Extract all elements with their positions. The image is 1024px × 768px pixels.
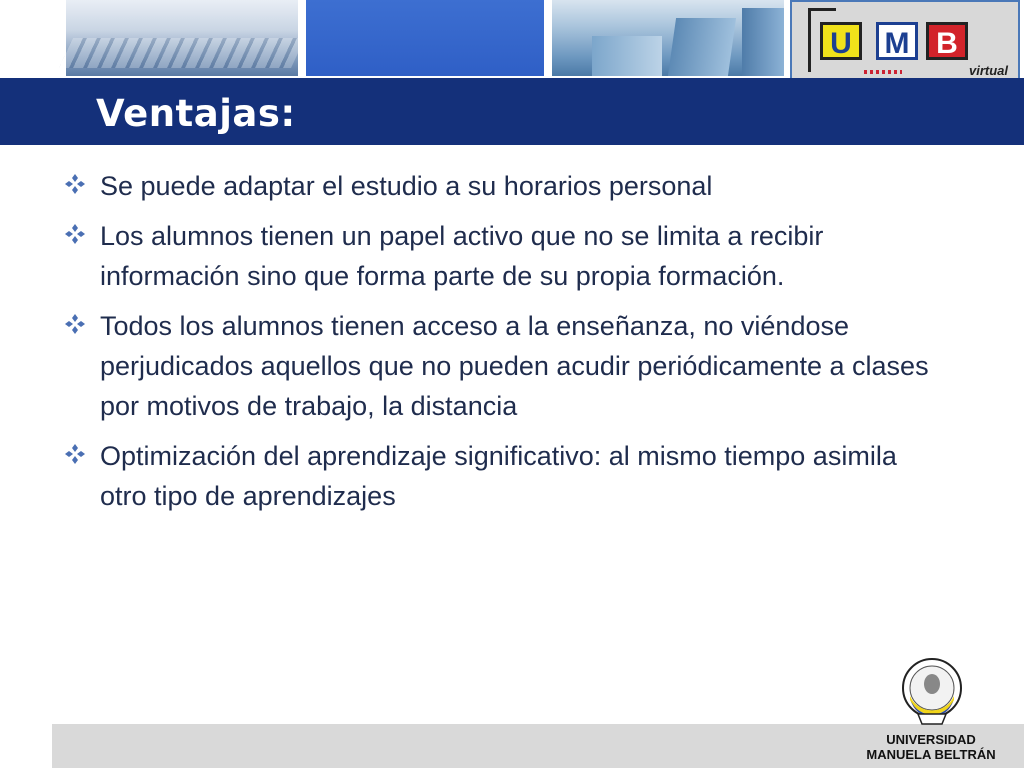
logo-dots [864,70,902,74]
diamond-bullet-icon [64,173,86,195]
footer-strip [0,724,52,768]
diamond-bullet-icon [64,443,86,465]
keyboard-keys-image [59,38,305,68]
bullet-text: Optimización del aprendizaje significativo: al mismo tiempo asimila otro tipo de aprendizajes [100,441,897,511]
list-item [60,216,940,296]
buildings-photo [552,0,784,76]
bullet-text: Todos los alumnos tienen acceso a la enseñanza, no viéndose perjudicados aquellos que no pueden acudir periódicamente a clases por motivos de trabajo, la distancia [100,311,929,421]
list-item [60,436,940,516]
diamond-bullet-icon [64,223,86,245]
logo-subtitle: virtual [968,63,1008,78]
logo-letter-m: M [876,22,918,60]
logo-letter-b: B [926,22,968,60]
university-name-line1: UNIVERSIDAD [886,732,976,747]
bullet-list [60,166,940,526]
logo-letter-u: U [820,22,862,60]
page-title: Ventajas: [96,92,296,135]
bullet-text: Se puede adaptar el estudio a su horarios personal [100,171,713,201]
building-shape [592,36,662,76]
building-shape [668,18,736,76]
list-item [60,166,940,206]
umb-virtual-logo [790,0,1020,82]
university-seal-icon [896,656,968,728]
university-name-line2: MANUELA BELTRÁN [866,747,996,762]
university-name [838,732,1024,762]
diamond-bullet-icon [64,313,86,335]
blue-panel [306,0,544,76]
building-shape [742,8,784,76]
keyboard-photo [66,0,298,76]
list-item [60,306,940,426]
bullet-text: Los alumnos tienen un papel activo que no se limita a recibir información sino que forma parte de su propia formación. [100,221,824,291]
